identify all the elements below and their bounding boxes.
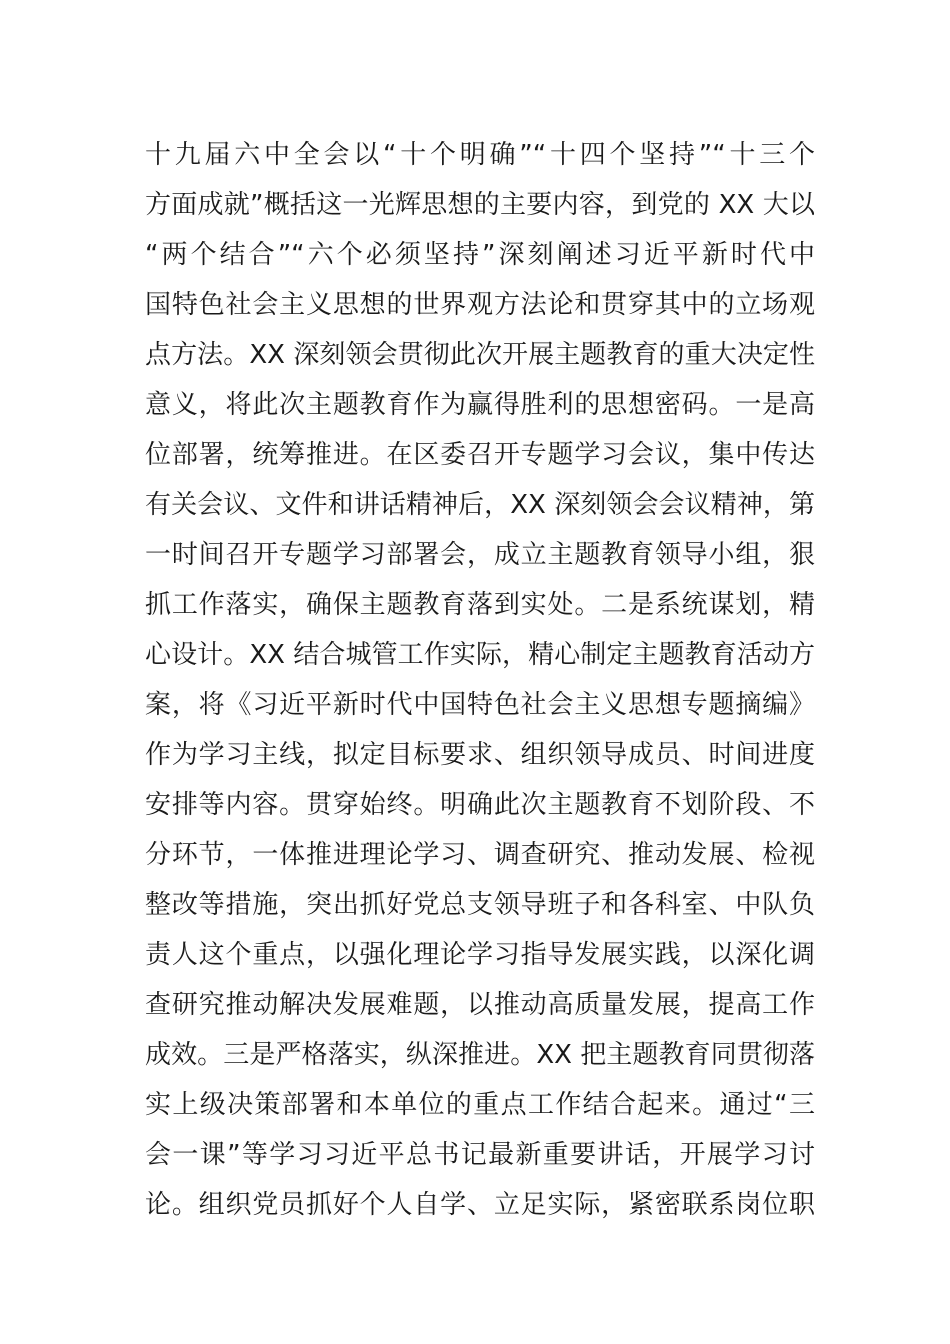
text-line: 有关会议、文件和讲话精神后，XX 深刻领会会议精神，第: [145, 490, 815, 520]
text-line: 整改等措施，突出抓好党总支领导班子和各科室、中队负: [145, 890, 815, 920]
text-line: 位部署，统筹推进。在区委召开专题学习会议，集中传达: [145, 440, 815, 470]
text-line: 点方法。XX 深刻领会贯彻此次开展主题教育的重大决定性: [145, 340, 815, 370]
text-line: 论。组织党员抓好个人自学、立足实际，紧密联系岗位职: [145, 1190, 815, 1220]
text-line: 安排等内容。贯穿始终。明确此次主题教育不划阶段、不: [145, 790, 815, 820]
text-line: 方面成就”概括这一光辉思想的主要内容，到党的 XX 大以: [145, 190, 815, 220]
text-line: 会一课”等学习习近平总书记最新重要讲话，开展学习讨: [145, 1140, 815, 1170]
text-line: 一时间召开专题学习部署会，成立主题教育领导小组，狠: [145, 540, 815, 570]
text-line: 意义，将此次主题教育作为赢得胜利的思想密码。一是高: [145, 390, 815, 420]
text-line: 作为学习主线，拟定目标要求、组织领导成员、时间进度: [145, 740, 815, 770]
text-line: 十九届六中全会以“十个明确”“十四个坚持”“十三个: [145, 140, 815, 170]
text-line: 分环节，一体推进理论学习、调查研究、推动发展、检视: [145, 840, 815, 870]
text-line: 责人这个重点，以强化理论学习指导发展实践，以深化调: [145, 940, 815, 970]
text-line: 心设计。XX 结合城管工作实际，精心制定主题教育活动方: [145, 640, 815, 670]
body-paragraph: [145, 130, 815, 1230]
text-line: 查研究推动解决发展难题，以推动高质量发展，提高工作: [145, 990, 815, 1020]
text-line: “两个结合”“六个必须坚持”深刻阐述习近平新时代中: [145, 240, 815, 270]
text-line: 成效。三是严格落实，纵深推进。XX 把主题教育同贯彻落: [145, 1040, 815, 1070]
text-line: 实上级决策部署和本单位的重点工作结合起来。通过“三: [145, 1090, 815, 1120]
text-line: 案，将《习近平新时代中国特色社会主义思想专题摘编》: [145, 690, 815, 720]
text-line: 抓工作落实，确保主题教育落到实处。二是系统谋划，精: [145, 590, 815, 620]
text-line: 国特色社会主义思想的世界观方法论和贯穿其中的立场观: [145, 290, 815, 320]
